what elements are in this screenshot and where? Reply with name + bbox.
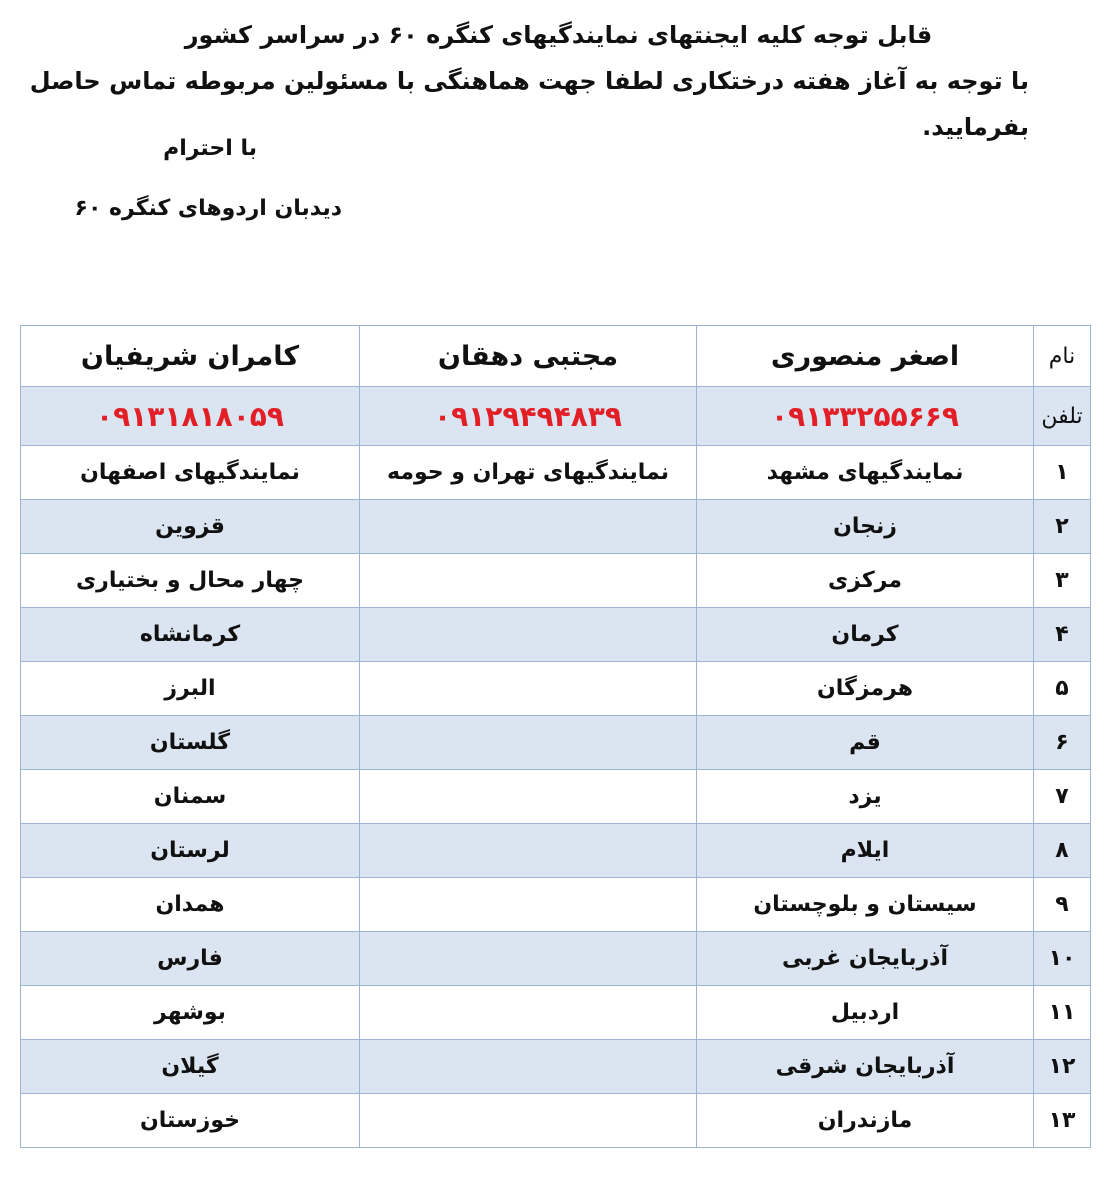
table-row xyxy=(21,662,1091,716)
region-cell: اردبیل xyxy=(697,986,1034,1040)
notice-heading xyxy=(0,12,1117,150)
table-row xyxy=(21,824,1091,878)
row-number: ۹ xyxy=(1034,878,1091,932)
table-row xyxy=(21,446,1091,500)
notice-line-2: با توجه به آغاز هفته درختکاری لطفا جهت هماهنگی با مسئولین مربوطه تماس حاصل بفرمایید. xyxy=(29,67,1029,141)
region-cell: ایلام xyxy=(697,824,1034,878)
region-cell: سمنان xyxy=(21,770,360,824)
contact-name: مجتبی دهقان xyxy=(360,326,697,387)
row-number: ۱۰ xyxy=(1034,932,1091,986)
region-cell: گیلان xyxy=(21,1040,360,1094)
region-cell: مازندران xyxy=(697,1094,1034,1148)
table-row xyxy=(21,554,1091,608)
contact-phone: ۰۹۱۳۱۸۱۸۰۵۹ xyxy=(21,387,360,446)
region-cell xyxy=(360,662,697,716)
region-cell: یزد xyxy=(697,770,1034,824)
region-cell: فارس xyxy=(21,932,360,986)
row-number: ۷ xyxy=(1034,770,1091,824)
region-cell xyxy=(360,608,697,662)
region-cell: گلستان xyxy=(21,716,360,770)
region-cell: آذربایجان غربی xyxy=(697,932,1034,986)
row-number: ۳ xyxy=(1034,554,1091,608)
closing-signature: دیدبان اردوهای کنگره ۶۰ xyxy=(74,196,342,221)
table-row xyxy=(21,986,1091,1040)
row-number: ۱۱ xyxy=(1034,986,1091,1040)
region-cell: سیستان و بلوچستان xyxy=(697,878,1034,932)
row-number: ۸ xyxy=(1034,824,1091,878)
region-cell xyxy=(360,1040,697,1094)
contacts-table xyxy=(20,325,1091,1148)
name-label: نام xyxy=(1034,326,1091,387)
region-cell xyxy=(360,716,697,770)
table-row xyxy=(21,770,1091,824)
table-row xyxy=(21,932,1091,986)
region-cell: خوزستان xyxy=(21,1094,360,1148)
region-cell: البرز xyxy=(21,662,360,716)
region-cell xyxy=(360,878,697,932)
row-number: ۶ xyxy=(1034,716,1091,770)
contact-phone: ۰۹۱۳۳۲۵۵۶۶۹ xyxy=(697,387,1034,446)
region-cell xyxy=(360,554,697,608)
name-row xyxy=(21,326,1091,387)
region-cell xyxy=(360,500,697,554)
region-cell: همدان xyxy=(21,878,360,932)
region-cell xyxy=(360,770,697,824)
row-number: ۲ xyxy=(1034,500,1091,554)
phone-row xyxy=(21,387,1091,446)
contact-phone: ۰۹۱۲۹۴۹۴۸۳۹ xyxy=(360,387,697,446)
region-cell: نمایندگیهای اصفهان xyxy=(21,446,360,500)
row-number: ۴ xyxy=(1034,608,1091,662)
contact-name: اصغر منصوری xyxy=(697,326,1034,387)
region-cell: قزوین xyxy=(21,500,360,554)
table-row xyxy=(21,716,1091,770)
row-number: ۱ xyxy=(1034,446,1091,500)
region-cell: بوشهر xyxy=(21,986,360,1040)
row-number: ۵ xyxy=(1034,662,1091,716)
region-cell: آذربایجان شرقی xyxy=(697,1040,1034,1094)
region-cell: لرستان xyxy=(21,824,360,878)
contacts-table-body xyxy=(21,326,1091,1148)
region-cell xyxy=(360,824,697,878)
region-cell: کرمانشاه xyxy=(21,608,360,662)
region-cell: چهار محال و بختیاری xyxy=(21,554,360,608)
row-number: ۱۲ xyxy=(1034,1040,1091,1094)
table-row xyxy=(21,1094,1091,1148)
table-row xyxy=(21,1040,1091,1094)
region-cell: کرمان xyxy=(697,608,1034,662)
table-row xyxy=(21,500,1091,554)
contacts-table-container xyxy=(20,325,1090,1148)
region-cell xyxy=(360,986,697,1040)
phone-label: تلفن xyxy=(1034,387,1091,446)
region-cell xyxy=(360,1094,697,1148)
closing-regards: با احترام xyxy=(163,136,257,161)
row-number: ۱۳ xyxy=(1034,1094,1091,1148)
region-cell: قم xyxy=(697,716,1034,770)
contact-name: کامران شریفیان xyxy=(21,326,360,387)
region-cell: نمایندگیهای مشهد xyxy=(697,446,1034,500)
notice-line-1: قابل توجه کلیه ایجنتهای نمایندگیهای کنگره ۶۰ در سراسر کشور xyxy=(184,21,933,49)
region-cell xyxy=(360,932,697,986)
region-cell: هرمزگان xyxy=(697,662,1034,716)
table-row xyxy=(21,878,1091,932)
region-cell: نمایندگیهای تهران و حومه xyxy=(360,446,697,500)
region-cell: مرکزی xyxy=(697,554,1034,608)
region-cell: زنجان xyxy=(697,500,1034,554)
table-row xyxy=(21,608,1091,662)
